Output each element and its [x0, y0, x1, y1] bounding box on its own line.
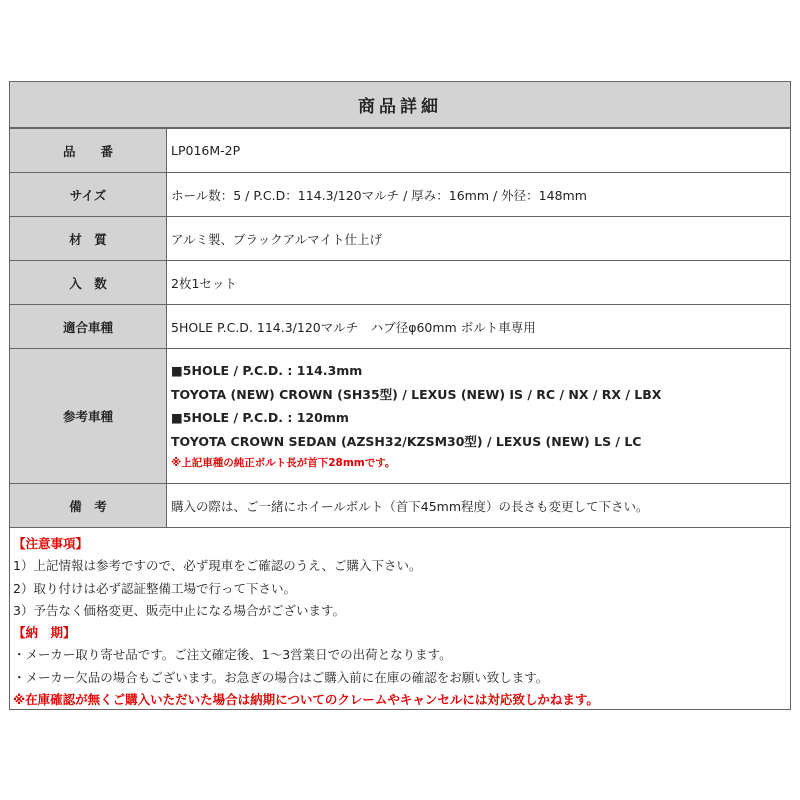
table-row — [10, 349, 791, 484]
row-value-remarks: 購入の際は、ご一緒にホイールボルト（首下45mm程度）の長さも変更して下さい。 — [167, 484, 791, 528]
table-row — [10, 261, 791, 305]
delivery-header: 【納 期】 — [13, 625, 76, 641]
row-label-quantity: 入 数 — [10, 261, 167, 305]
reference-line: ■5HOLE / P.C.D. : 114.3mm — [171, 363, 363, 378]
delivery-item: ・メーカー取り寄せ品です。ご注文確定後、1～3営業日での出荷となります。 — [13, 647, 452, 663]
caution-item: 3）予告なく価格変更、販売中止になる場合がございます。 — [13, 602, 345, 618]
notes-box — [9, 528, 791, 710]
row-label-size: サイズ — [10, 173, 167, 217]
row-value-compatible: 5HOLE P.C.D. 114.3/120マルチ ハブ径φ60mm ボルト車専用 — [167, 305, 791, 349]
page-title: 商品詳細 — [9, 81, 791, 128]
row-value-size: ホール数：5 / P.C.D：114.3/120マルチ / 厚み：16mm / 外径：148mm — [167, 173, 791, 217]
reference-line: TOYOTA CROWN SEDAN (AZSH32/KZSM30型) / LEXUS (NEW) LS / LC — [171, 433, 642, 449]
row-value-material: アルミ製、ブラックアルマイト仕上げ — [167, 217, 791, 261]
row-label-part-number: 品 番 — [10, 129, 167, 173]
caution-item: 2）取り付けは必ず認証整備工場で行って下さい。 — [13, 580, 296, 596]
row-label-compatible: 適合車種 — [10, 305, 167, 349]
reference-warning: ※上記車種の純正ボルト長が首下28mmです。 — [171, 457, 396, 469]
reference-line: TOYOTA (NEW) CROWN (SH35型) / LEXUS (NEW) IS / RC / NX / RX / LBX — [171, 386, 662, 402]
reference-line: ■5HOLE / P.C.D. : 120mm — [171, 410, 349, 425]
delivery-item: ・メーカー欠品の場合もございます。お急ぎの場合はご購入前に在庫の確認をお願い致します。 — [13, 669, 549, 685]
caution-item: 1）上記情報は参考ですので、必ず現車をご確認のうえ、ご購入下さい。 — [13, 558, 422, 574]
table-row — [10, 305, 791, 349]
table-row — [10, 484, 791, 528]
table-row — [10, 217, 791, 261]
table-row — [10, 173, 791, 217]
row-value-reference — [167, 349, 791, 484]
stock-warning: ※在庫確認が無くご購入いただいた場合は納期についてのクレームやキャンセルには対応致しかねます。 — [13, 692, 599, 708]
row-value-part-number: LP016M-2P — [167, 129, 791, 173]
product-details-sheet — [9, 81, 791, 710]
table-row — [10, 129, 791, 173]
caution-header: 【注意事項】 — [13, 536, 89, 551]
spec-table — [9, 128, 791, 528]
row-label-reference: 参考車種 — [10, 349, 167, 484]
row-label-material: 材 質 — [10, 217, 167, 261]
row-value-quantity: 2枚1セット — [167, 261, 791, 305]
row-label-remarks: 備 考 — [10, 484, 167, 528]
